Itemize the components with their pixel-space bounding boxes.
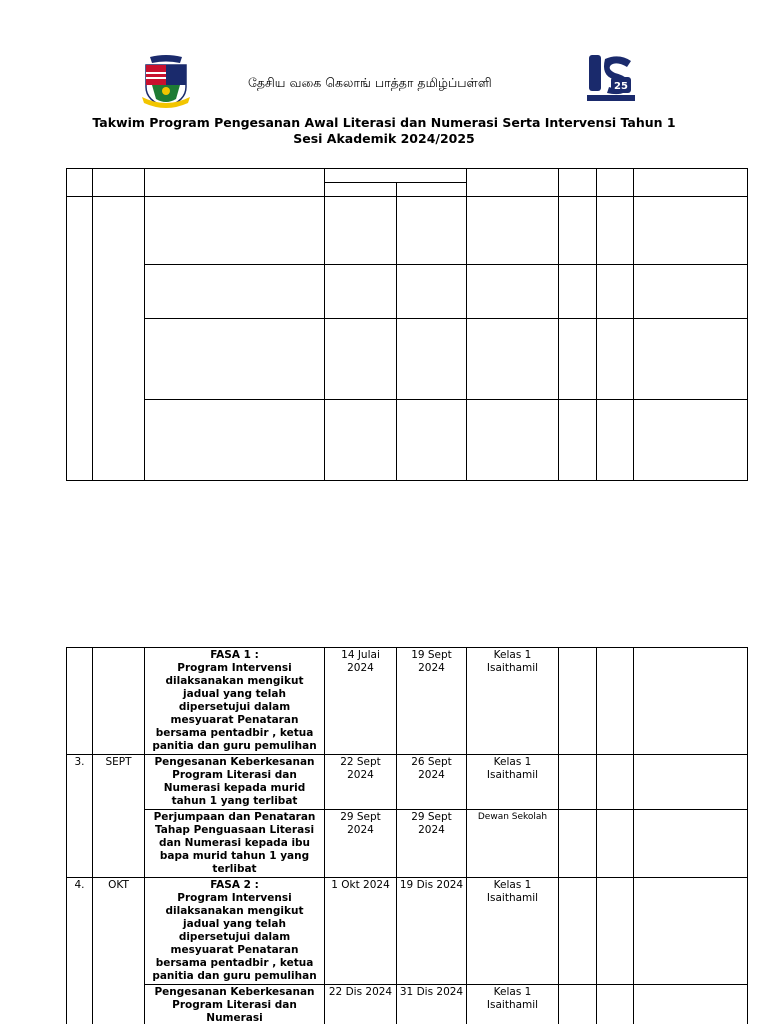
- table-cell: [145, 400, 325, 481]
- row-number: [67, 648, 93, 755]
- table-cell: [634, 878, 748, 985]
- start-date: 22 Dis 2024: [325, 985, 397, 1024]
- school-name: தேசிய வகை கெலாங் பாத்தா தமிழ்ப்பள்ளி: [248, 75, 492, 90]
- table-cell: [559, 197, 597, 265]
- end-date: 31 Dis 2024: [397, 985, 467, 1024]
- activity-heading: FASA 2 :: [210, 879, 259, 891]
- location: Kelas 1 Isaithamil: [467, 648, 559, 755]
- table-cell: [597, 319, 634, 400]
- table-cell: [597, 265, 634, 319]
- activity-cell: [145, 985, 325, 1024]
- table-cell: [597, 169, 634, 197]
- table-row: [67, 400, 748, 481]
- table-row: [67, 878, 748, 985]
- table-cell: [597, 878, 634, 985]
- table-cell: [467, 265, 559, 319]
- table-cell: [325, 169, 467, 183]
- activity-text: Program Intervensi dilaksanakan mengikut jadual yang telah dipersetujui dalam mesyuarat Penataran bersama pentadbir , ketua panitia dan guru pemulihan: [152, 892, 317, 982]
- table-row: [67, 265, 748, 319]
- table-cell: [145, 319, 325, 400]
- table-cell: [597, 648, 634, 755]
- table-cell: [634, 810, 748, 878]
- location: Kelas 1 Isaithamil: [467, 985, 559, 1024]
- table-cell: [597, 810, 634, 878]
- table-header-row: [67, 169, 748, 183]
- table-cell: [325, 265, 397, 319]
- end-date: 26 Sept 2024: [397, 755, 467, 810]
- calendar-table: [66, 647, 748, 1024]
- table-cell: [67, 169, 93, 197]
- logo-number: 25: [614, 81, 628, 92]
- end-date: 19 Sept 2024: [397, 648, 467, 755]
- table-cell: [397, 197, 467, 265]
- table-cell: [325, 400, 397, 481]
- table-cell: [634, 648, 748, 755]
- table-row: [67, 810, 748, 878]
- anniversary-25-logo: [585, 53, 637, 103]
- table-row: [67, 985, 748, 1024]
- table-cell: [634, 169, 748, 197]
- location: Kelas 1 Isaithamil: [467, 878, 559, 985]
- table-cell: [467, 319, 559, 400]
- table-cell: [559, 169, 597, 197]
- activity-text: Pengesanan Keberkesanan Program Literasi dan Numerasi: [154, 986, 315, 1024]
- table-cell: [559, 878, 597, 985]
- table-cell: [467, 197, 559, 265]
- location: Kelas 1 Isaithamil: [467, 755, 559, 810]
- start-date: 29 Sept 2024: [325, 810, 397, 878]
- table-cell: [634, 755, 748, 810]
- location: Dewan Sekolah: [467, 810, 559, 878]
- table-cell: [467, 400, 559, 481]
- activity-heading: FASA 1 :: [210, 649, 259, 661]
- table-cell: [634, 197, 748, 265]
- table-cell: [559, 755, 597, 810]
- table-cell: [67, 197, 93, 481]
- table-cell: [145, 265, 325, 319]
- end-date: 29 Sept 2024: [397, 810, 467, 878]
- start-date: 22 Sept 2024: [325, 755, 397, 810]
- table-cell: [397, 183, 467, 197]
- table-row: [67, 648, 748, 755]
- row-number: 4.: [67, 878, 93, 1024]
- table-cell: [634, 265, 748, 319]
- table-cell: [634, 319, 748, 400]
- activity-cell: [145, 810, 325, 878]
- table-cell: [559, 319, 597, 400]
- activity-text: Program Intervensi dilaksanakan mengikut jadual yang telah dipersetujui dalam mesyuarat Penataran bersama pentadbir , ketua panitia dan guru pemulihan: [152, 662, 317, 752]
- table-cell: [634, 985, 748, 1024]
- calendar-table-blank: [66, 168, 748, 481]
- table-row: [67, 755, 748, 810]
- end-date: 19 Dis 2024: [397, 878, 467, 985]
- table-cell: [397, 400, 467, 481]
- table-cell: [597, 985, 634, 1024]
- start-date: 1 Okt 2024: [325, 878, 397, 985]
- table-cell: [397, 265, 467, 319]
- table-row: [67, 197, 748, 265]
- table-cell: [634, 400, 748, 481]
- activity-text: Perjumpaan dan Penataran Tahap Penguasaan Literasi dan Numerasi kepada ibu bapa murid tahun 1 yang terlibat: [153, 811, 316, 875]
- activity-cell: [145, 755, 325, 810]
- table-cell: [325, 319, 397, 400]
- document-subtitle: Sesi Akademik 2024/2025: [293, 131, 475, 146]
- activity-cell: [145, 878, 325, 985]
- table-cell: [559, 985, 597, 1024]
- table-row: [67, 319, 748, 400]
- table-cell: [397, 319, 467, 400]
- start-date: 14 Julai 2024: [325, 648, 397, 755]
- table-cell: [559, 400, 597, 481]
- activity-text: Pengesanan Keberkesanan Program Literasi dan Numerasi kepada murid tahun 1 yang terlibat: [154, 756, 315, 807]
- table-cell: [145, 169, 325, 197]
- table-cell: [145, 197, 325, 265]
- school-crest-logo: [140, 53, 192, 109]
- table-cell: [597, 755, 634, 810]
- row-month: [93, 648, 145, 755]
- row-number: 3.: [67, 755, 93, 878]
- table-cell: [93, 169, 145, 197]
- row-month: OKT: [93, 878, 145, 1024]
- table-cell: [559, 648, 597, 755]
- table-cell: [559, 810, 597, 878]
- row-month: SEPT: [93, 755, 145, 878]
- document-title: Takwim Program Pengesanan Awal Literasi dan Numerasi Serta Intervensi Tahun 1: [92, 115, 676, 130]
- activity-cell: [145, 648, 325, 755]
- table-cell: [467, 169, 559, 197]
- table-cell: [559, 265, 597, 319]
- table-cell: [325, 183, 397, 197]
- table-cell: [93, 197, 145, 481]
- table-cell: [597, 400, 634, 481]
- table-cell: [597, 197, 634, 265]
- table-cell: [325, 197, 397, 265]
